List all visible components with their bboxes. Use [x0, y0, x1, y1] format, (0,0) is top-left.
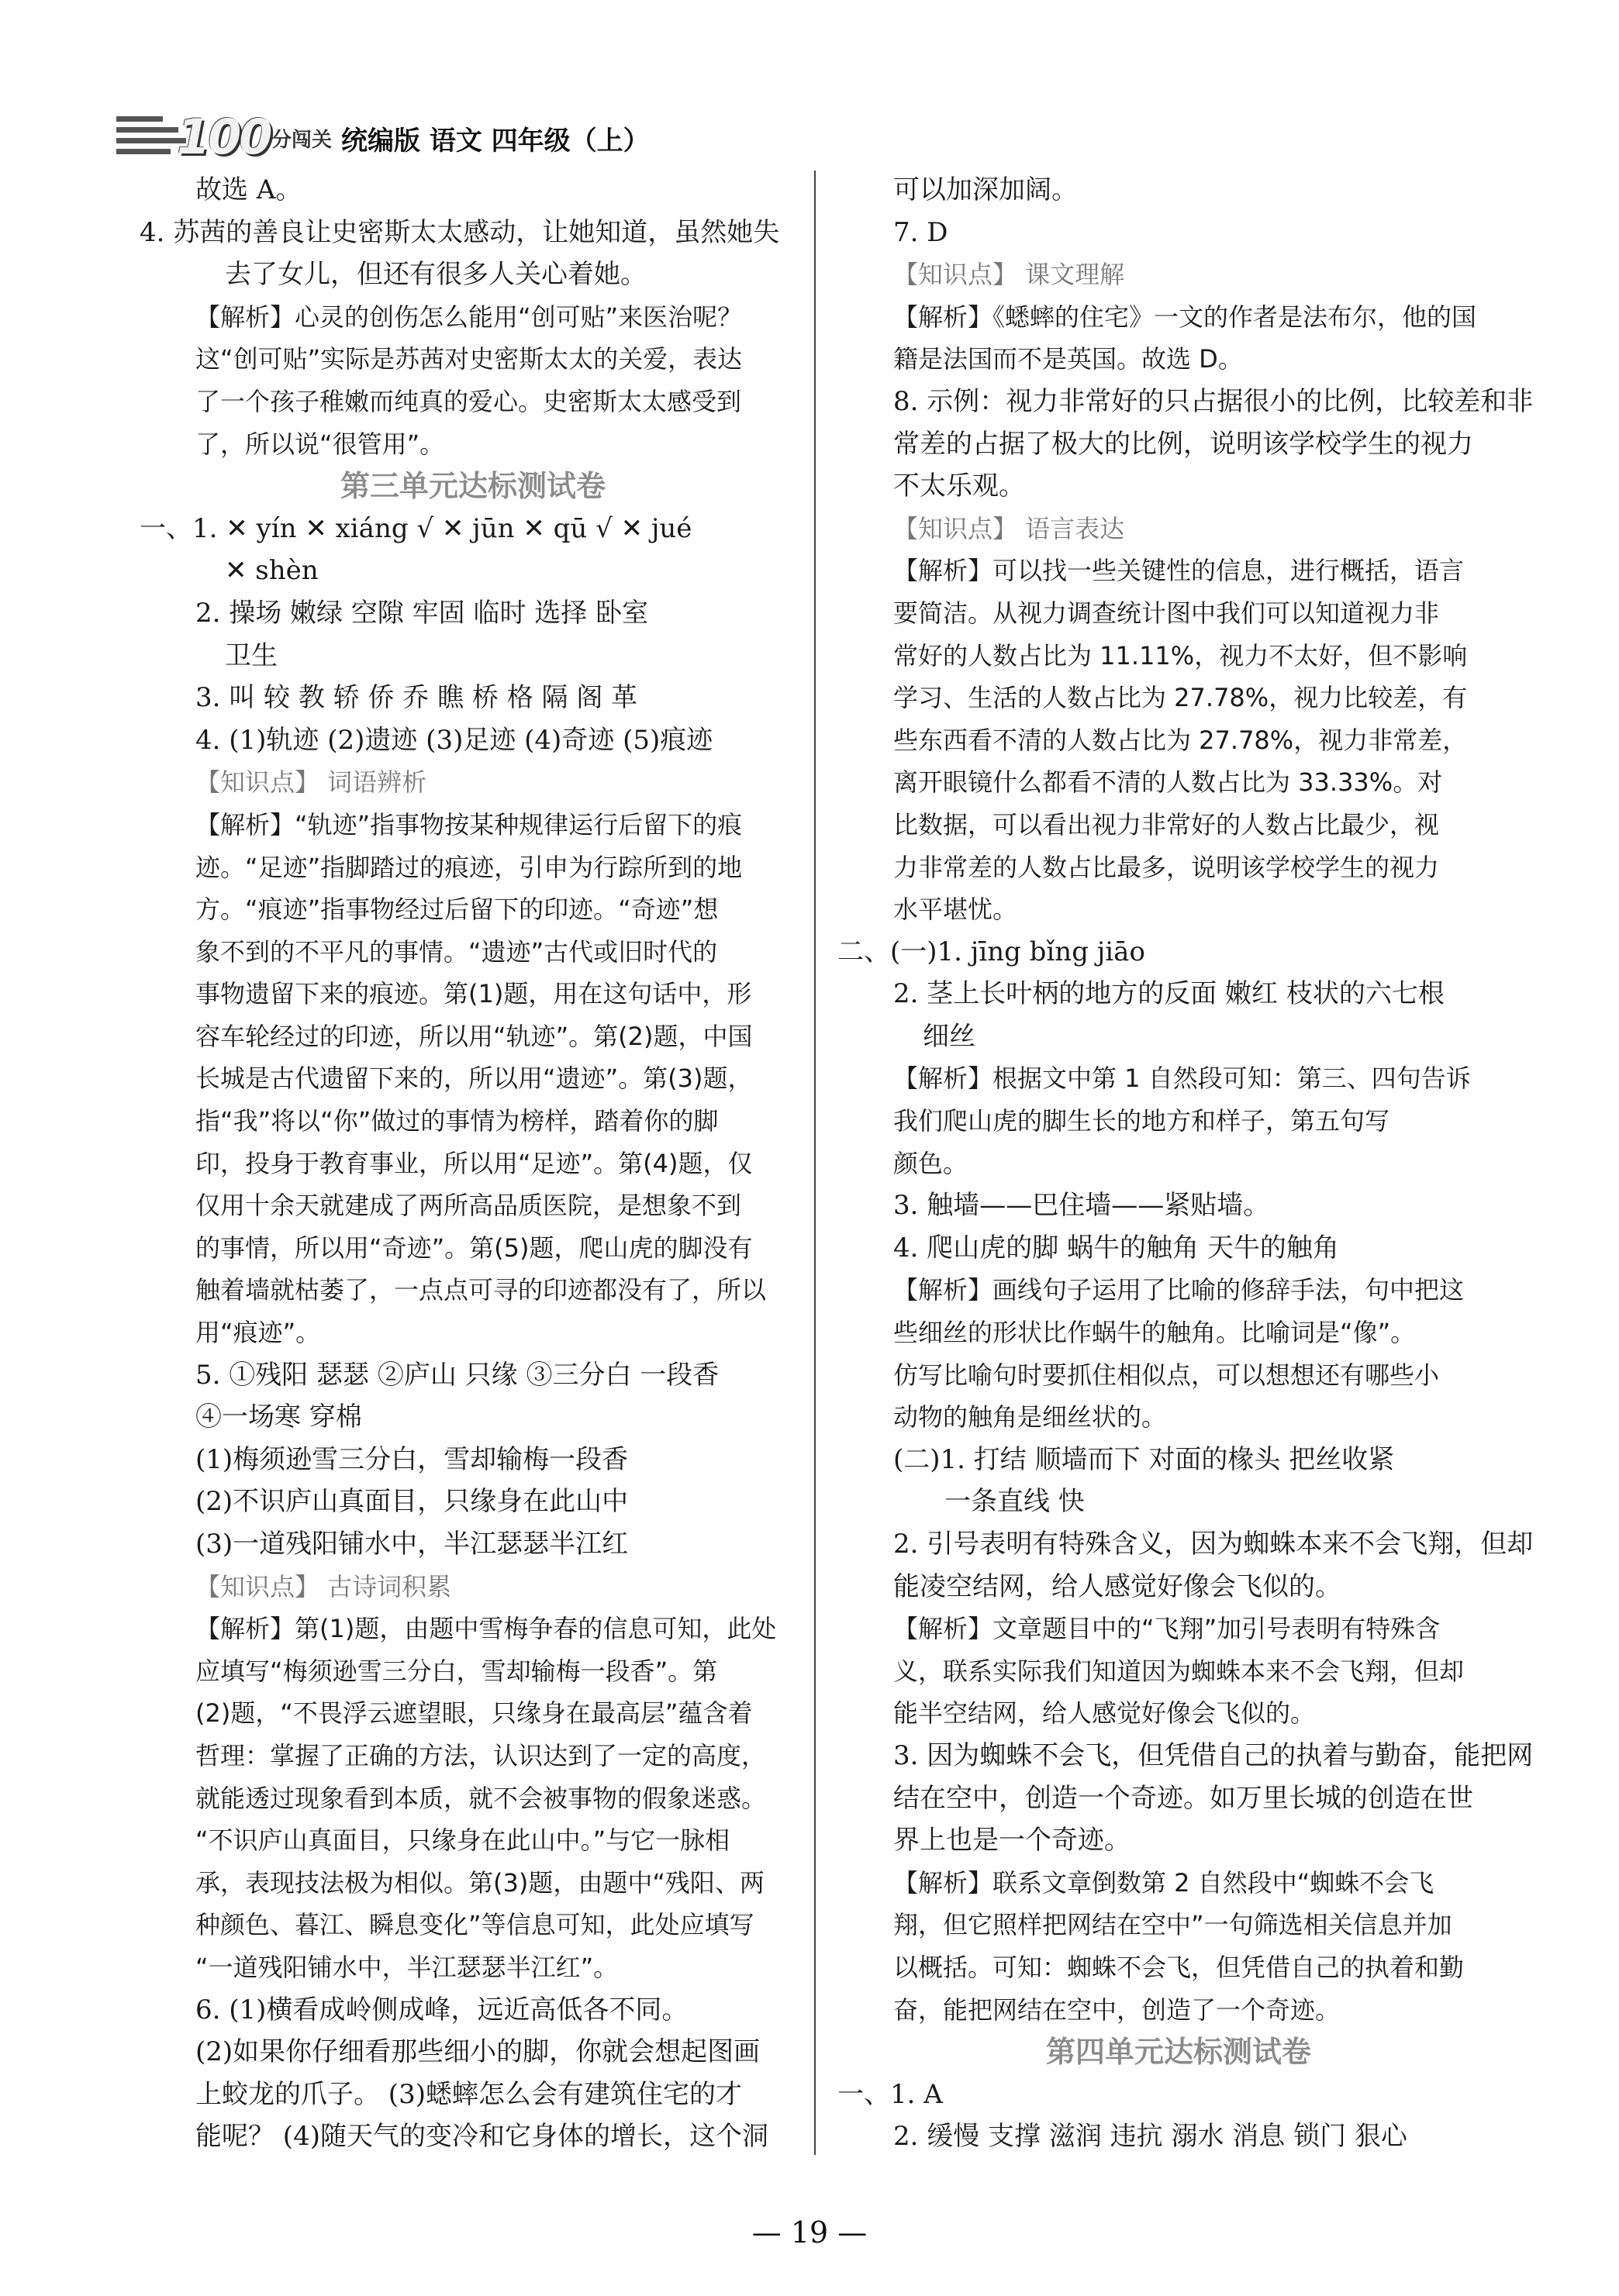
left-column — [140, 169, 806, 2158]
text-line: 要简洁。从视力调查统计图中我们可以知道视力非 — [893, 598, 1440, 628]
text-line: 翔，但它照样把网结在空中”一句筛选相关信息并加 — [893, 1910, 1452, 1940]
text-line: 一条直线 快 — [944, 1486, 1085, 1518]
page-header — [116, 109, 706, 164]
text-line: 可以加深加阔。 — [893, 174, 1078, 205]
text-line: 籍是法国而不是英国。故选 D。 — [893, 344, 1243, 374]
text-line: 2. 茎上长叶柄的地方的反面 嫩红 枝状的六七根 — [893, 978, 1445, 1010]
text-line: 二、(一)1. jīng bǐng jiāo — [837, 936, 1145, 967]
text-line: 2. 引号表明有特殊含义，因为蜘蛛本来不会飞翔，但却 — [893, 1529, 1534, 1560]
text-line: 常好的人数占比为 11.11%，视力不太好，但不影响 — [893, 640, 1468, 671]
text-line: 方。“痕迹”指事物经过后留下的印迹。“奇迹”想 — [195, 895, 719, 925]
section-title: 第三单元达标测试卷 — [340, 468, 606, 504]
logo-stripes-icon — [116, 116, 186, 160]
text-line: 6. (1)横看成岭侧成峰，远近高低各不同。 — [195, 1994, 689, 2025]
text-line: 结在空中，创造一个奇迹。如万里长城的创造在世 — [893, 1782, 1473, 1814]
text-line: ✕ shèn — [225, 555, 319, 587]
text-line: (2)如果你仔细看那些细小的脚，你就会想起图画 — [195, 2036, 761, 2068]
text-line: 长城是古代遗留下来的，所以用“遗迹”。第(3)题， — [195, 1064, 753, 1094]
text-line: 2. 操场 嫩绿 空隙 牢固 临时 选择 卧室 — [195, 597, 649, 629]
text-line: 界上也是一个奇迹。 — [893, 1825, 1131, 1856]
text-line: 【解析】“轨迹”指事物按某种规律运行后留下的痕 — [195, 809, 743, 839]
text-line: 用“痕迹”。 — [195, 1318, 321, 1348]
text-line: 了一个孩子稚嫩而纯真的爱心。史密斯太太感受到 — [195, 386, 742, 416]
text-line: 印，投身于教育事业，所以用“足迹”。第(4)题，仅 — [195, 1148, 753, 1178]
text-line: 2. 缓慢 支撑 滋润 违抗 溺水 消息 锁门 狠心 — [893, 2121, 1407, 2153]
text-line: 3. 叫 较 教 轿 侨 乔 瞧 桥 格 隔 阁 革 — [195, 682, 638, 714]
text-line: 能半空结网，给人感觉好像会飞似的。 — [893, 1698, 1316, 1729]
text-line: 7. D — [893, 216, 948, 248]
text-line: 仅用十余天就建成了两所高品质医院，是想象不到 — [195, 1191, 742, 1221]
text-line: 【解析】可以找一些关键性的信息，进行概括，语言 — [893, 556, 1465, 586]
text-line: 离开眼镜什么都看不清的人数占比为 33.33%。对 — [893, 767, 1443, 798]
section-title: 第四单元达标测试卷 — [1045, 2034, 1311, 2070]
text-line: (2)不识庐山真面目，只缘身在此山中 — [195, 1486, 629, 1518]
text-line: 力非常差的人数占比最多，说明该学校学生的视力 — [893, 852, 1440, 882]
text-line: 3. 因为蜘蛛不会飞，但凭借自己的执着与勤奋，能把网 — [893, 1739, 1534, 1771]
logo-number: 100 — [177, 109, 271, 165]
column-divider — [814, 171, 816, 2155]
right-column — [837, 169, 1534, 2158]
text-line: 不太乐观。 — [893, 471, 1025, 502]
text-line: 细丝 — [923, 1020, 975, 1052]
text-line: 【知识点】 词语辨析 — [195, 767, 427, 798]
text-line: 些东西看不清的人数占比为 27.78%，视力非常差， — [893, 725, 1468, 755]
text-line: 上蛟龙的爪子。 (3)蟋蟀怎么会有建筑住宅的才 — [195, 2078, 742, 2110]
text-line: “不识庐山真面目，只缘身在此山中。”与它一脉相 — [195, 1825, 730, 1856]
book-info: 统编版 语文 四年级（上） — [341, 126, 650, 157]
text-line: 【知识点】 语言表达 — [893, 513, 1125, 543]
text-line: 的事情，所以用“奇迹”。第(5)题，爬山虎的脚没有 — [195, 1232, 753, 1263]
text-line: 事物遗留下来的痕迹。第(1)题，用在这句话中，形 — [195, 979, 752, 1009]
text-line: 【解析】根据文中第 1 自然段可知：第三、四句告诉 — [893, 1064, 1471, 1094]
text-line: ④一场寒 穿棉 — [195, 1401, 362, 1433]
text-line: (2)题，“不畏浮云遮望眼，只缘身在最高层”蕴含着 — [195, 1698, 753, 1729]
text-line: 奋，能把网结在空中，创造了一个奇迹。 — [893, 1994, 1341, 2025]
text-line: 【知识点】 课文理解 — [893, 260, 1125, 290]
text-line: 【解析】心灵的创伤怎么能用“创可贴”来医治呢？ — [195, 302, 743, 332]
text-line: (3)一道残阳铺水中，半江瑟瑟半江红 — [195, 1529, 629, 1560]
text-line: 一、1. ✕ yín ✕ xiáng √ ✕ jūn ✕ qū √ ✕ jué — [140, 512, 692, 544]
text-line: (1)梅须逊雪三分白，雪却输梅一段香 — [195, 1443, 629, 1475]
text-line: 【解析】文章题目中的“飞翔”加引号表明有特殊含 — [893, 1614, 1441, 1644]
text-line: 容车轮经过的印迹，所以用“轨迹”。第(2)题，中国 — [195, 1021, 753, 1051]
text-line: 4. 爬山虎的脚 蜗牛的触角 天牛的触角 — [893, 1232, 1339, 1263]
text-line: 象不到的不平凡的事情。“遗迹”古代或旧时代的 — [195, 936, 718, 967]
text-line: 4. 苏茜的善良让史密斯太太感动，让她知道，虽然她失 — [140, 216, 780, 248]
text-line: 指“我”将以“你”做过的事情为榜样，踏着你的脚 — [195, 1106, 719, 1136]
text-line: 能呢？ (4)随天气的变冷和它身体的增长，这个洞 — [195, 2121, 768, 2153]
text-line: 8. 示例：视力非常好的只占据很小的比例，比较差和非 — [893, 385, 1534, 417]
page-number: — 19 — — [751, 2215, 868, 2249]
text-line: 卫生 — [225, 640, 278, 671]
text-line: 【解析】联系文章倒数第 2 自然段中“蜘蛛不会飞 — [893, 1867, 1434, 1898]
text-line: 哲理：掌握了正确的方法，认识达到了一定的高度， — [195, 1740, 767, 1770]
text-line: 【解析】《蟋蟀的住宅》一文的作者是法布尔，他的国 — [893, 302, 1477, 332]
text-line: 3. 触墙——巴住墙——紧贴墙。 — [893, 1190, 1270, 1222]
text-line: 【解析】画线句子运用了比喻的修辞手法，句中把这 — [893, 1275, 1465, 1305]
text-line: 去了女儿，但还有很多人关心着她。 — [225, 259, 647, 291]
logo-tag: 分闯关 — [271, 129, 333, 152]
text-line: 4. (1)轨迹 (2)遗迹 (3)足迹 (4)奇迹 (5)痕迹 — [195, 724, 713, 756]
text-line: 常差的占据了极大的比例，说明该学校学生的视力 — [893, 428, 1473, 460]
text-line: 我们爬山虎的脚生长的地方和样子，第五句写 — [893, 1106, 1390, 1136]
text-line: 学习、生活的人数占比为 27.78%，视力比较差，有 — [893, 683, 1468, 713]
text-line: 能凌空结网，给人感觉好像会飞似的。 — [893, 1570, 1341, 1602]
text-line: 颜色。 — [893, 1148, 968, 1178]
text-line: 就能透过现象看到本质，就不会被事物的假象迷惑。 — [195, 1783, 767, 1813]
text-line: 种颜色、暮江、瞬息变化”等信息可知，此处应填写 — [195, 1910, 754, 1940]
text-line: 动物的触角是细丝状的。 — [893, 1402, 1167, 1432]
text-line: 承，表现技法极为相似。第(3)题，由题中“残阳、两 — [195, 1867, 765, 1898]
text-line: 故选 A。 — [195, 174, 302, 205]
text-line: 【知识点】 古诗词积累 — [195, 1571, 452, 1601]
text-line: 迹。“足迹”指脚踏过的痕迹，引申为行踪所到的地 — [195, 852, 743, 882]
text-line: 以概括。可知：蜘蛛不会飞，但凭借自己的执着和勤 — [893, 1952, 1465, 1982]
text-line: 5. ①残阳 瑟瑟 ②庐山 只缘 ③三分白 一段香 — [195, 1359, 720, 1391]
text-line: 仿写比喻句时要抓住相似点，可以想想还有哪些小 — [893, 1360, 1440, 1390]
text-line: (二)1. 打结 顺墙而下 对面的椽头 把丝收紧 — [893, 1443, 1395, 1475]
text-line: 【解析】第(1)题，由题中雪梅争春的信息可知，此处 — [195, 1614, 777, 1644]
text-line: 水平堪忧。 — [893, 895, 1018, 925]
text-line: 一、1. A — [837, 2078, 943, 2110]
text-line: 应填写“梅须逊雪三分白，雪却输梅一段香”。第 — [195, 1656, 718, 1686]
text-line: 触着墙就枯萎了，一点点可寻的印迹都没有了，所以 — [195, 1275, 767, 1305]
text-line: 这“创可贴”实际是苏茜对史密斯太太的关爱，表达 — [195, 344, 743, 374]
text-line: “一道残阳铺水中，半江瑟瑟半江红”。 — [195, 1952, 619, 1982]
text-line: 比数据，可以看出视力非常好的人数占比最少，视 — [893, 809, 1440, 839]
text-line: 了，所以说“很管用”。 — [195, 429, 445, 459]
text-line: 义，联系实际我们知道因为蜘蛛本来不会飞翔，但却 — [893, 1656, 1465, 1686]
text-line: 些细丝的形状比作蜗牛的触角。比喻词是“像”。 — [893, 1318, 1416, 1348]
